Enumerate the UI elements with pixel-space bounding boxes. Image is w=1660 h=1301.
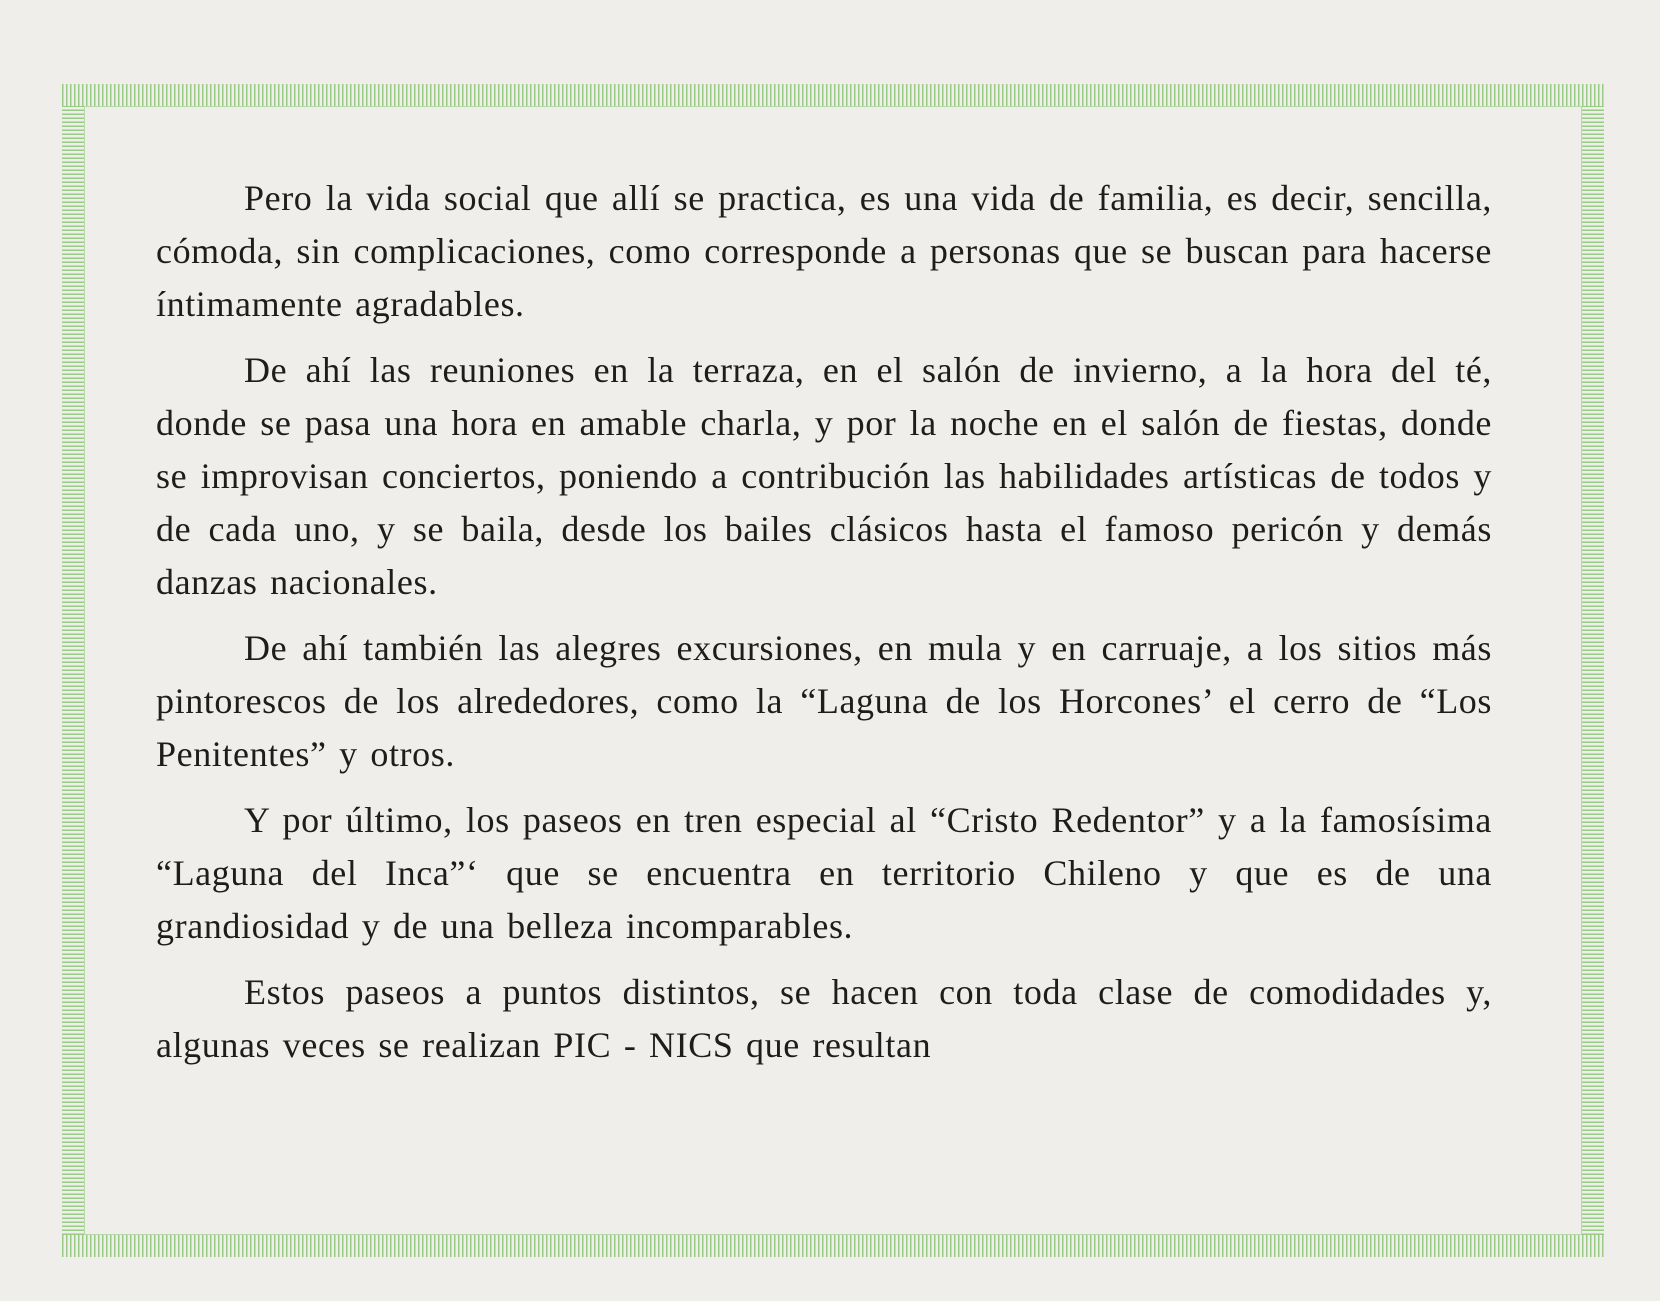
border-left (62, 106, 84, 1235)
body-text (156, 172, 1492, 1072)
paragraph: De ahí las reuniones en la terraza, en el salón de invierno, a la hora del té, donde se pasa una hora en amable charla, y por la noche en el salón de fiestas, donde se improvisan conciertos, poniendo a contribución las habilidades artísticas de todos y de cada uno, y se baila, desde los bailes clásicos hasta el famoso pericón y demás danzas nacionales. (156, 350, 1492, 602)
border-bottom (62, 1235, 1604, 1257)
paragraph: Estos paseos a puntos distintos, se hacen con toda clase de comodidades y, algunas veces se realizan PIC - NICS que resultan (156, 972, 1492, 1065)
paragraph: Y por último, los paseos en tren especial al “Cristo Redentor” y a la famosísima “Laguna del Inca”‘ que se encuentra en territorio Chileno y que es de una grandiosidad y de una belleza incomparables. (156, 800, 1492, 946)
border-top (62, 84, 1604, 106)
paragraph: De ahí también las alegres excursiones, en mula y en carruaje, a los sitios más pintorescos de los alrededores, como la “Laguna de los Horcones’ el cerro de “Los Penitentes” y otros. (156, 628, 1492, 774)
paragraph: Pero la vida social que allí se practica, es una vida de familia, es decir, sencilla, cómoda, sin complicaciones, como corresponde a personas que se buscan para hacerse íntimamente agradables. (156, 178, 1492, 324)
border-right (1582, 106, 1604, 1235)
